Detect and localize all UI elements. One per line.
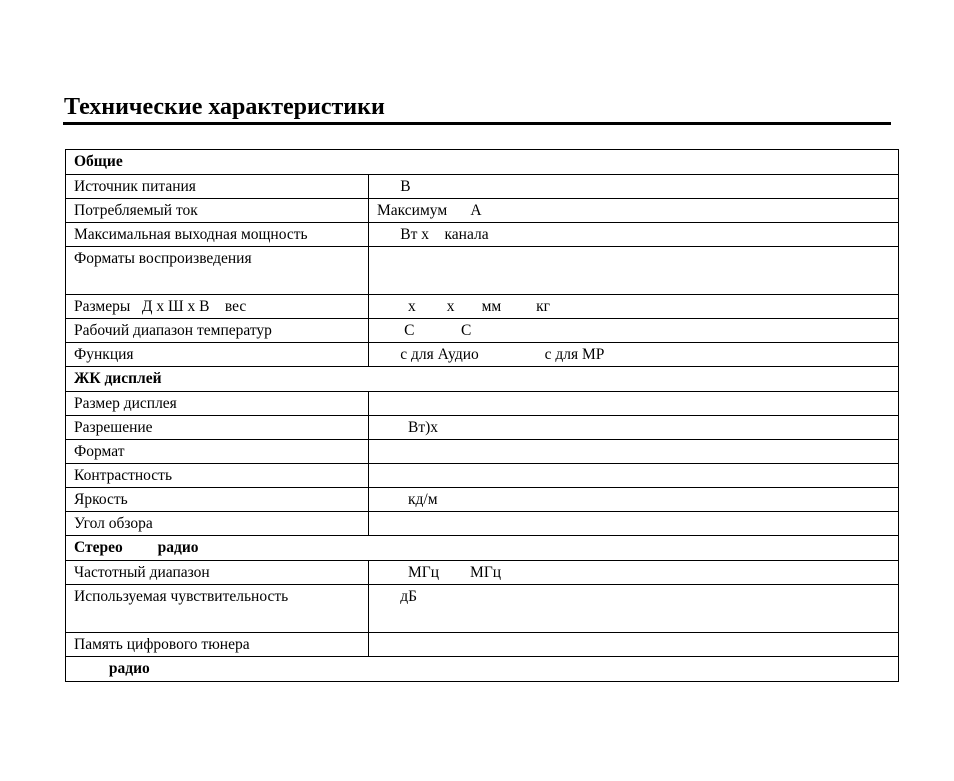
spec-value: [369, 633, 899, 657]
spec-label: Используемая чувствительность: [66, 585, 369, 633]
spec-label: Контрастность: [66, 464, 369, 488]
table-row: [66, 223, 899, 247]
spec-value: С С: [369, 319, 899, 343]
section-row-stereo-radio: [66, 536, 899, 561]
section-heading: ЖК дисплей: [66, 367, 899, 392]
table-row: [66, 585, 899, 633]
table-row: [66, 392, 899, 416]
table-row: [66, 512, 899, 536]
spec-label: Рабочий диапазон температур: [66, 319, 369, 343]
table-row: [66, 633, 899, 657]
table-row: [66, 175, 899, 199]
table-row: [66, 247, 899, 295]
section-heading: Стерео радио: [66, 536, 899, 561]
table-row: [66, 295, 899, 319]
table-row: [66, 343, 899, 367]
spec-label: Функция: [66, 343, 369, 367]
spec-value: с для Аудио с для МР: [369, 343, 899, 367]
spec-value: [369, 464, 899, 488]
spec-value: МГц МГц: [369, 561, 899, 585]
spec-value: х х мм кг: [369, 295, 899, 319]
table-row: [66, 440, 899, 464]
page-title: Технические характеристики: [64, 94, 385, 120]
table-row: [66, 416, 899, 440]
spec-value: В: [369, 175, 899, 199]
spec-label: Формат: [66, 440, 369, 464]
spec-label: Максимальная выходная мощность: [66, 223, 369, 247]
spec-value: [369, 247, 899, 295]
table-row: [66, 319, 899, 343]
spec-label: Память цифрового тюнера: [66, 633, 369, 657]
spec-label: Размер дисплея: [66, 392, 369, 416]
spec-value: Вт х канала: [369, 223, 899, 247]
spec-value: [369, 512, 899, 536]
spec-label: Размеры Д х Ш х В вес: [66, 295, 369, 319]
spec-value: дБ: [369, 585, 899, 633]
section-row-lcd: [66, 367, 899, 392]
section-heading: радио: [66, 657, 899, 682]
spec-label: Форматы воспроизведения: [66, 247, 369, 295]
spec-label: Яркость: [66, 488, 369, 512]
spec-label: Разрешение: [66, 416, 369, 440]
spec-label: Источник питания: [66, 175, 369, 199]
spec-value: кд/м: [369, 488, 899, 512]
spec-value: Максимум А: [369, 199, 899, 223]
title-underline: [63, 122, 891, 125]
table-row: [66, 488, 899, 512]
spec-value: [369, 392, 899, 416]
spec-label: Потребляемый ток: [66, 199, 369, 223]
table-row: [66, 464, 899, 488]
spec-value: Вт)х: [369, 416, 899, 440]
table-row: [66, 199, 899, 223]
spec-label: Частотный диапазон: [66, 561, 369, 585]
section-row-general: [66, 150, 899, 175]
specifications-table: [65, 149, 899, 682]
table-row: [66, 561, 899, 585]
section-row-radio: [66, 657, 899, 682]
spec-label: Угол обзора: [66, 512, 369, 536]
spec-value: [369, 440, 899, 464]
section-heading: Общие: [66, 150, 899, 175]
